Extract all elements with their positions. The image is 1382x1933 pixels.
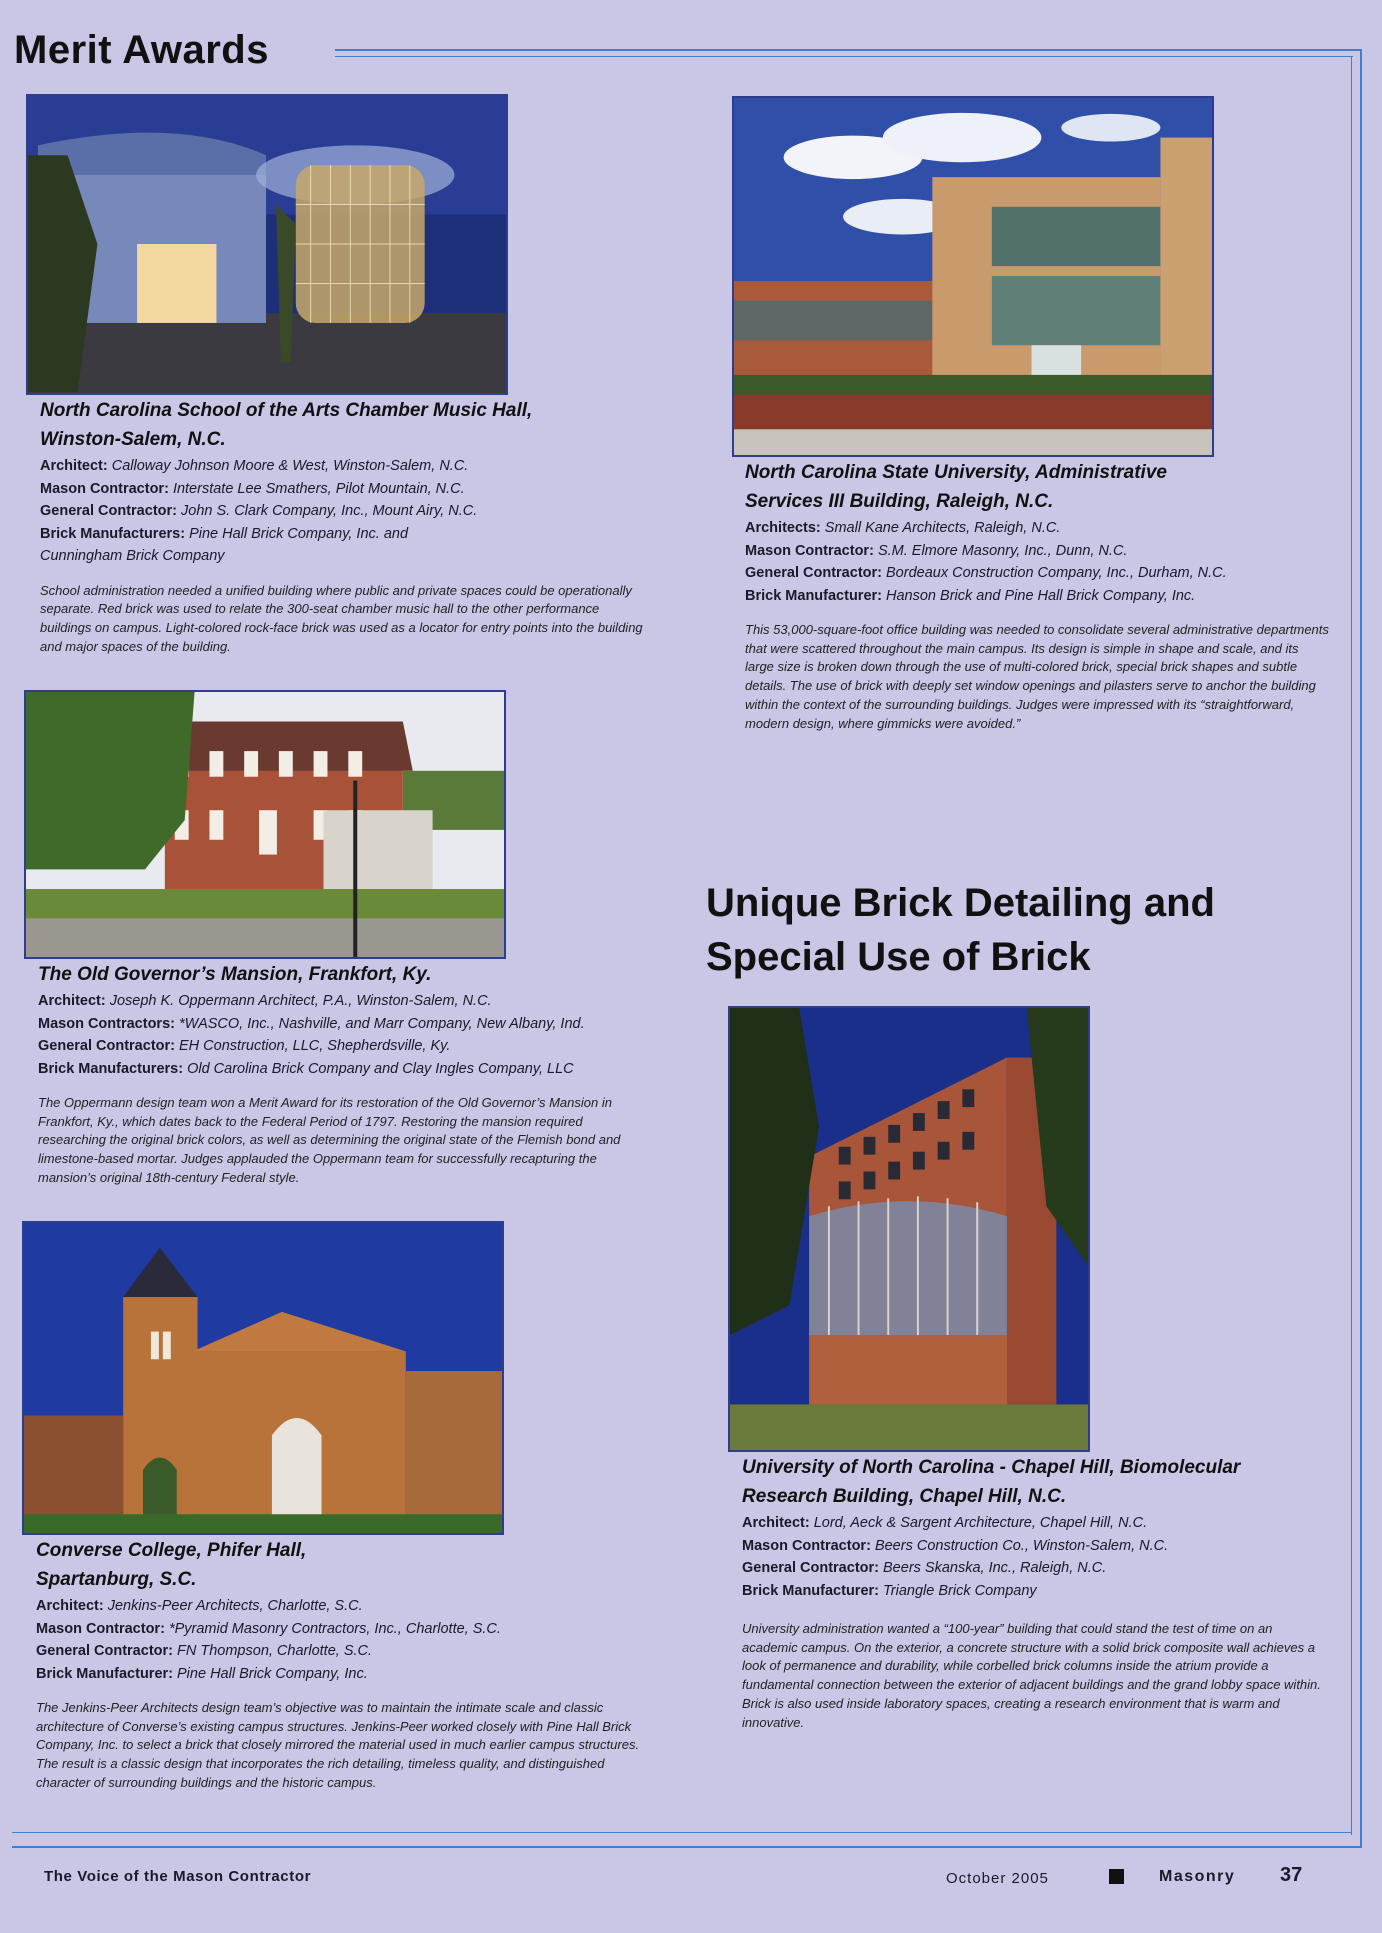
credit-label: Architect: [38, 993, 106, 1009]
credit-label: General Contractor: [745, 565, 882, 581]
credit-label: Brick Manufacturers: [40, 525, 186, 542]
credit-row [36, 1663, 656, 1686]
credit-row [38, 990, 658, 1013]
credit-label: General Contractor: [40, 503, 177, 519]
project-description: School administration needed a unified building where public and private spaces could be operationally separate. Red brick was used to relate the 300-seat chamber music hall to the other performance buildings on campus. Light-colored rock-face brick was used as a locator for entry points into the building and major spaces of the building. [40, 582, 643, 654]
credit-value: Bordeaux Construction Company, Inc., Durham, N.C. [886, 565, 1227, 581]
credit-label: Architect: [742, 1515, 810, 1531]
credit-value: Calloway Johnson Moore & West, Winston-Salem, N.C. [111, 458, 469, 474]
project-description: The Jenkins-Peer Architects design team’s objective was to maintain the intimate scale and classic architecture of Converse’s existing campus structures. Jenkins-Peer worked closely with Pine Hall Brick Company, Inc. to select a brick that closely mirrored the material used in much earlier campus structures. The result is a classic design that incorporates the rich detailing, timeless quality, and distinguished character of surrounding buildings and the historic campus. [36, 1700, 640, 1790]
credit-label: General Contractor: [742, 1560, 879, 1576]
credit-row [742, 1535, 1342, 1558]
footer-tagline: The Voice of the Mason Contractor [44, 1868, 312, 1885]
heading-line1: Unique Brick Detailing and [706, 881, 1215, 925]
project-description: This 53,000-square-foot office building was needed to consolidate several administrative departments that were scattered throughout the main campus. Its design is simple in shape and scale, and its large size is broken down through the use of multi-colored brick, special brick shapes and subtle details. The use of brick with deeply set window openings and pilasters serve to anchor the building within the context of the surrounding buildings. Judges were impressed with its “straightforward, modern design, where gimmicks were avoided.” [745, 622, 1329, 731]
credit-row [40, 545, 620, 568]
credit-label: General Contractor: [38, 1038, 175, 1054]
credit-value: Interstate Lee Smathers, Pilot Mountain, N.C. [172, 480, 465, 497]
credit-label: Mason Contractor: [742, 1537, 871, 1554]
credit-row [745, 585, 1345, 608]
credit-value: *WASCO, Inc., Nashville, and Marr Company, New Albany, Ind. [179, 1015, 585, 1032]
credit-value: S.M. Elmore Masonry, Inc., Dunn, N.C. [877, 542, 1128, 559]
credit-value: FN Thompson, Charlotte, S.C. [177, 1643, 373, 1659]
project-title-line2: Spartanburg, S.C. [36, 1569, 197, 1590]
credit-row [40, 523, 620, 546]
credits-list [38, 990, 658, 1080]
credit-label: Mason Contractors: [38, 1015, 175, 1032]
project-title-line1: North Carolina State University, Administrative [745, 462, 1167, 483]
frame-rule-right [1360, 49, 1362, 1848]
project-title-line2: Research Building, Chapel Hill, N.C. [742, 1486, 1067, 1507]
heading-line2: Special Use of Brick [706, 935, 1091, 979]
credit-label: Mason Contractor: [745, 542, 874, 559]
credit-row [40, 455, 620, 478]
project-ncsu [745, 458, 1345, 733]
credit-row [742, 1557, 1342, 1580]
project-description: The Oppermann design team won a Merit Award for its restoration of the Old Governor’s Mansion in Frankfort, Ky., which dates back to the Federal Period of 1797. Restoring the mansion required researching the original brick colors, as well as determining the original state of the Flemish bond and limestone-based mortar. Judges applauded the Oppermann team for successfully recapturing the mansion’s original 18th-century Federal style. [38, 1095, 621, 1185]
credit-label: General Contractor: [36, 1643, 173, 1659]
project-converse [36, 1536, 656, 1793]
credit-row [36, 1640, 656, 1663]
project-title-line2: Winston-Salem, N.C. [40, 429, 226, 450]
credit-row [742, 1580, 1342, 1603]
section-heading-unique-brick [706, 876, 1326, 984]
credit-value: Cunningham Brick Company [40, 548, 225, 564]
credit-label: Architect: [36, 1598, 104, 1614]
frame-rule-bottom-inner [12, 1832, 1352, 1833]
credit-value: Beers Skanska, Inc., Raleigh, N.C. [883, 1560, 1107, 1576]
credit-value: Lord, Aeck & Sargent Architecture, Chapel Hill, N.C. [813, 1515, 1148, 1531]
credit-value: Small Kane Architects, Raleigh, N.C. [824, 520, 1061, 536]
credit-label: Mason Contractor: [36, 1620, 165, 1637]
credits-list [742, 1512, 1342, 1602]
credit-row [38, 1035, 658, 1058]
section-title: Merit Awards [14, 28, 269, 72]
credit-value: Pine Hall Brick Company, Inc. and [189, 525, 409, 542]
credit-value: Jenkins-Peer Architects, Charlotte, S.C. [107, 1598, 363, 1614]
credit-label: Brick Manufacturers: [38, 1060, 184, 1077]
frame-rule-right-inner [1351, 56, 1352, 1835]
credits-list [40, 455, 620, 568]
credit-row [745, 517, 1345, 540]
project-title-line2: Services III Building, Raleigh, N.C. [745, 491, 1054, 512]
project-ncsa [40, 396, 643, 656]
photo-ncsu-admin-building [732, 96, 1214, 457]
photo-old-governors-mansion [24, 690, 506, 959]
project-title-line1: The Old Governor’s Mansion, Frankfort, Ky. [38, 964, 432, 985]
credit-value: *Pyramid Masonry Contractors, Inc., Charlotte, S.C. [168, 1620, 501, 1637]
footer-date: October 2005 [946, 1870, 1049, 1887]
footer-page-number: 37 [1280, 1864, 1303, 1886]
project-old-governors-mansion [38, 960, 658, 1188]
project-unc [742, 1453, 1342, 1732]
credit-label: Brick Manufacturer: [36, 1665, 173, 1682]
credit-value: Hanson Brick and Pine Hall Brick Company, Inc. [886, 587, 1196, 604]
credit-value: Triangle Brick Company [883, 1582, 1037, 1599]
credit-value: EH Construction, LLC, Shepherdsville, Ky. [179, 1038, 451, 1054]
credit-row [742, 1512, 1342, 1535]
project-title-line1: North Carolina School of the Arts Chamber Music Hall, [40, 400, 533, 421]
credit-value: Pine Hall Brick Company, Inc. [177, 1665, 368, 1682]
frame-rule-bottom [12, 1846, 1362, 1848]
credit-row [745, 540, 1345, 563]
credit-row [40, 478, 620, 501]
frame-rule-top [335, 49, 1362, 51]
project-title-line1: University of North Carolina - Chapel Hill, Biomolecular [742, 1457, 1241, 1478]
frame-rule-top-inner [335, 56, 1353, 57]
photo-ncsa-music-hall [26, 94, 508, 395]
credit-label: Architects: [745, 520, 821, 536]
credit-label: Brick Manufacturer: [745, 587, 882, 604]
credit-row [745, 562, 1345, 585]
footer-magazine-name: Masonry [1159, 1868, 1236, 1885]
photo-unc-biomolecular-building [728, 1006, 1090, 1452]
credit-row [38, 1013, 658, 1036]
photo-converse-phifer-hall [22, 1221, 504, 1535]
credit-value: John S. Clark Company, Inc., Mount Airy, N.C. [181, 503, 478, 519]
credits-list [36, 1595, 656, 1685]
project-description: University administration wanted a “100-year” building that could stand the test of time on an academic campus. On the exterior, a concrete structure with a solid brick composite wall achieves a look of permanence and durability, while corbelled brick columns inside the atrium provide a fundamental connection between the exterior of adjacent buildings and the grand lobby space within. Brick is also used inside laboratory spaces, creating a research environment that is warm and innovative. [742, 1621, 1321, 1730]
credit-label: Mason Contractor: [40, 480, 169, 497]
credit-value: Old Carolina Brick Company and Clay Ingles Company, LLC [187, 1060, 574, 1077]
credit-value: Beers Construction Co., Winston-Salem, N.C. [874, 1537, 1169, 1554]
credits-list [745, 517, 1345, 607]
credit-label: Architect: [40, 458, 108, 474]
footer-square-icon [1109, 1869, 1124, 1884]
credit-row [36, 1618, 656, 1641]
credit-row [40, 500, 620, 523]
credit-label: Brick Manufacturer: [742, 1582, 879, 1599]
project-title-line1: Converse College, Phifer Hall, [36, 1540, 307, 1561]
credit-row [36, 1595, 656, 1618]
credit-row [38, 1058, 658, 1081]
credit-value: Joseph K. Oppermann Architect, P.A., Winston-Salem, N.C. [109, 993, 492, 1009]
